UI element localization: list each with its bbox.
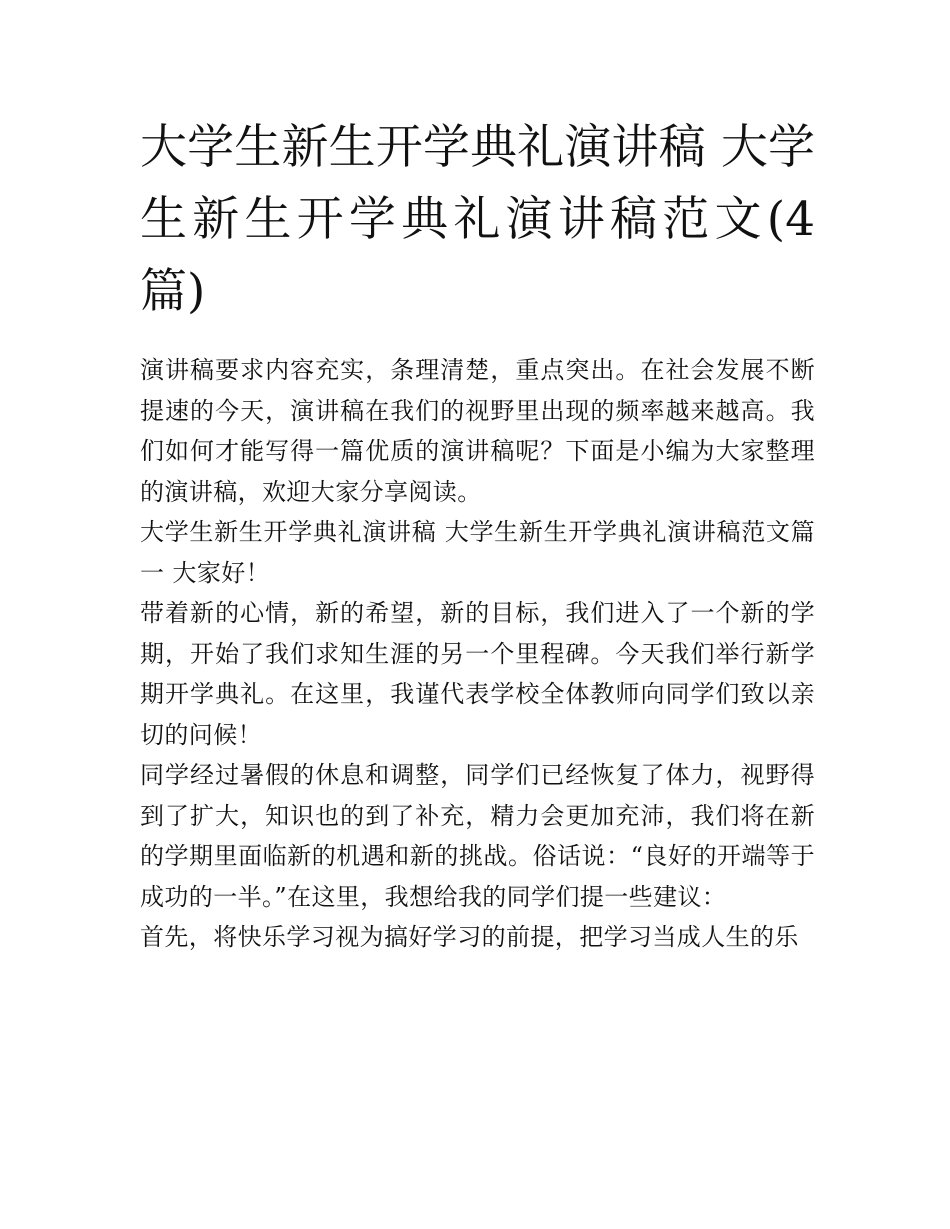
body-paragraph-1: 带着新的心情，新的希望，新的目标，我们进入了一个新的学期，开始了我们求知生涯的另一个里程碑。今天我们举行新学期开学典礼。在这里，我谨代表学校全体教师向同学们致以亲切的问候！: [140, 599, 815, 749]
body-paragraph-3: 首先，将快乐学习视为搞好学习的前提，把学习当成人生的乐: [140, 923, 799, 951]
document-page: [140, 112, 815, 958]
intro-paragraph: 演讲稿要求内容充实，条理清楚，重点突出。在社会发展不断提速的今天，演讲稿在我们的视野里出现的频率越来越高。我们如何才能写得一篇优质的演讲稿呢？下面是小编为大家整理的演讲稿，欢迎大家分享阅读。: [140, 356, 815, 506]
document-title: 大学生新生开学典礼演讲稿 大学生新生开学典礼演讲稿范文(4篇): [140, 120, 815, 319]
section-heading-paragraph: 大学生新生开学典礼演讲稿 大学生新生开学典礼演讲稿范文篇一 大家好！: [140, 518, 815, 587]
body-paragraph-2: 同学经过暑假的休息和调整，同学们已经恢复了体力，视野得到了扩大，知识也的到了补充，精力会更加充沛，我们将在新的学期里面临新的机遇和新的挑战。俗话说：“良好的开端等于成功的一半。”在这里，我想给我的同学们提一些建议：: [140, 761, 815, 911]
